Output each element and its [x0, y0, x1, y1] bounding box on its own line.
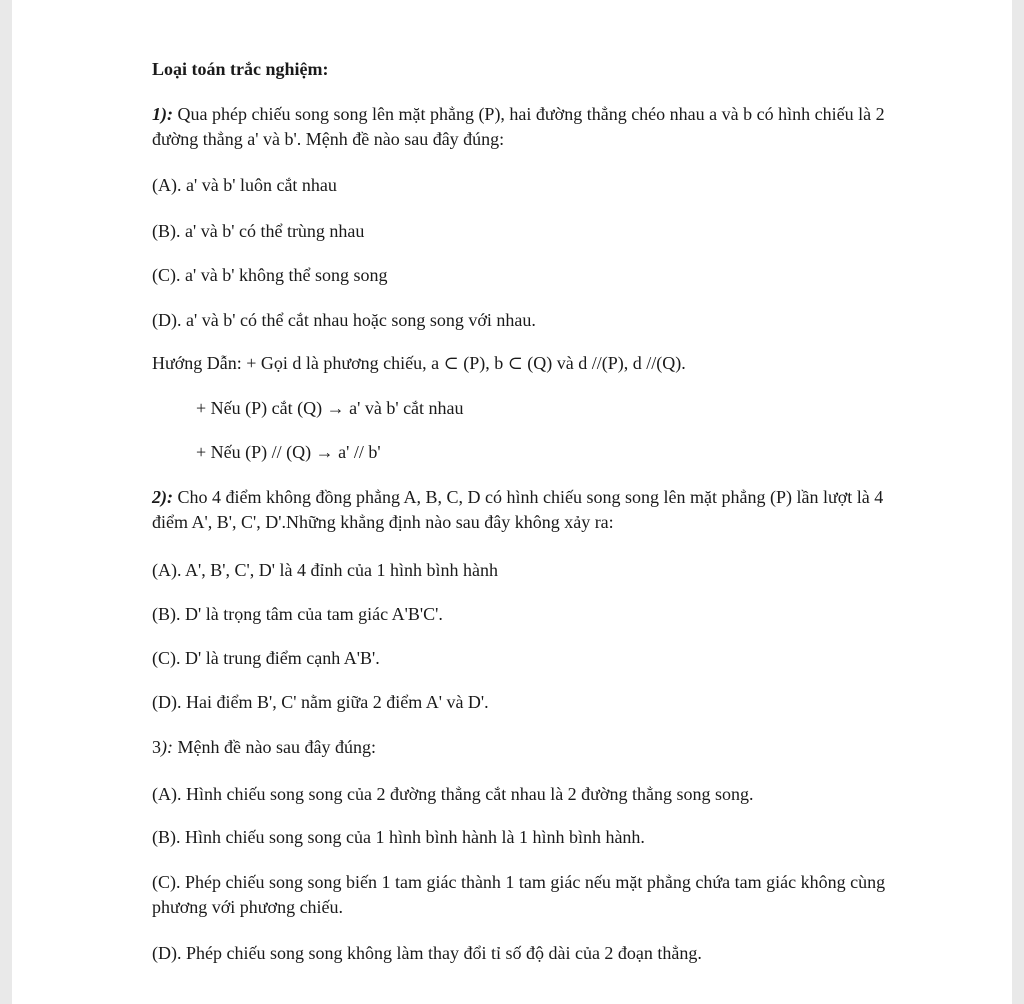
question-2-option-c: (C). D' là trung điểm cạnh A'B'. [152, 648, 380, 668]
question-3-option-c: (C). Phép chiếu song song biến 1 tam giác thành 1 tam giác nếu mặt phẳng chứa tam giác không cùng phương với phương chiếu. [152, 872, 886, 917]
question-3-number-suffix: ): [161, 737, 173, 757]
question-1-option-d: (D). a' và b' có thể cắt nhau hoặc song song với nhau. [152, 310, 536, 330]
question-3-option-b: (B). Hình chiếu song song của 1 hình bình hành là 1 hình bình hành. [152, 827, 645, 847]
question-3-option-a: (A). Hình chiếu song song của 2 đường thẳng cắt nhau là 2 đường thẳng song song. [152, 784, 754, 804]
question-1-guide: Hướng Dẫn: + Gọi d là phương chiếu, a ⊂ (P), b ⊂ (Q) và d //(P), d //(Q). [152, 353, 686, 373]
question-3 [152, 735, 376, 760]
question-1-guide-case-1: + Nếu (P) cắt (Q) → a' và b' cắt nhau [196, 398, 464, 418]
question-2-option-b: (B). D' là trọng tâm của tam giác A'B'C'. [152, 604, 443, 624]
question-1-option-a: (A). a' và b' luôn cắt nhau [152, 175, 337, 195]
section-title: Loại toán trắc nghiệm: [152, 59, 329, 79]
question-2-prompt: Cho 4 điểm không đồng phẳng A, B, C, D có hình chiếu song song lên mặt phẳng (P) lần lượt là 4 điểm A', B', C', D'.Những khẳng định nào sau đây không xảy ra: [152, 487, 884, 532]
question-3-prompt: Mệnh đề nào sau đây đúng: [173, 737, 376, 757]
question-3-option-d: (D). Phép chiếu song song không làm thay đổi tỉ số độ dài của 2 đoạn thẳng. [152, 943, 702, 963]
question-3-number: 3 [152, 737, 161, 757]
question-1-guide-case-2: + Nếu (P) // (Q) → a' // b' [196, 442, 381, 462]
question-2 [152, 485, 922, 535]
question-2-option-a: (A). A', B', C', D' là 4 đỉnh của 1 hình bình hành [152, 560, 498, 580]
question-1-option-c: (C). a' và b' không thể song song [152, 265, 388, 285]
document-page [12, 0, 1012, 1004]
question-1-number: 1): [152, 104, 173, 124]
question-2-option-d: (D). Hai điểm B', C' nằm giữa 2 điểm A' và D'. [152, 692, 489, 712]
question-1-option-b: (B). a' và b' có thể trùng nhau [152, 221, 365, 241]
question-2-number: 2): [152, 487, 173, 507]
question-1 [152, 102, 922, 152]
question-1-prompt: Qua phép chiếu song song lên mặt phẳng (P), hai đường thẳng chéo nhau a và b có hình chiếu là 2 đường thẳng a' và b'. Mệnh đề nào sau đây đúng: [152, 104, 885, 149]
